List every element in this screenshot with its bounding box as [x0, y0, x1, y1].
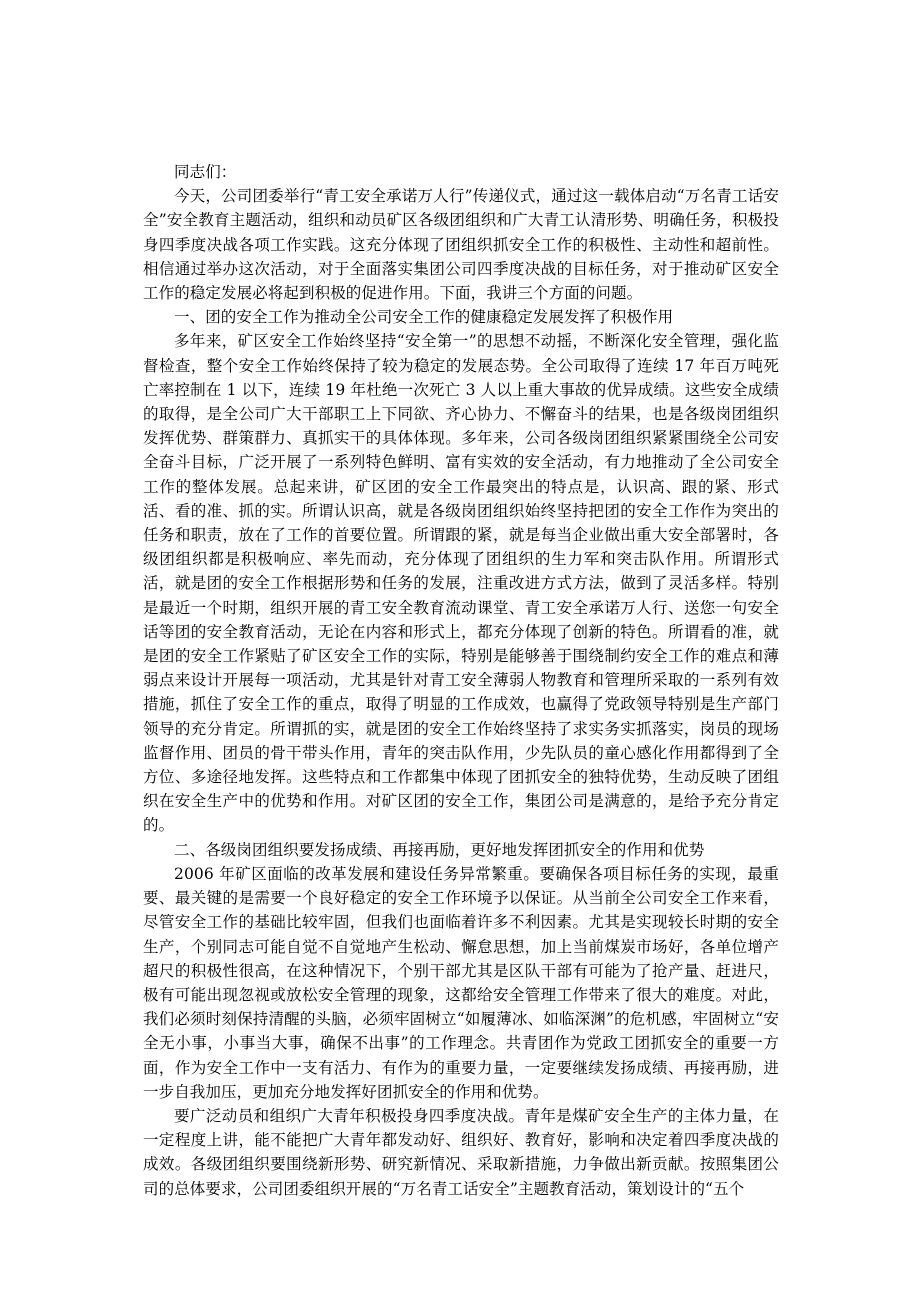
section-heading-1: 一、团的安全工作为推动全公司安全工作的健康稳定发展发挥了积极作用: [174, 308, 674, 327]
paragraph-intro: 今天，公司团委举行“青工安全承诺万人行”传递仪式，通过这一载体启动“万名青工话安全”安全教育主题活动，组织和动员矿区各级团组织和广大青工认清形势、明确任务，积极投身四季度决战各项工作实践。这充分体现了团组织抓安全工作的积极性、主动性和超前性。相信通过举办这次活动，对于全面落实集团公司四季度决战的目标任务，对于推动矿区安全工作的稳定发展必将起到积极的促进作用。下面，我讲三个方面的问题。: [143, 187, 779, 303]
document-body: [143, 160, 779, 1201]
paragraph-section-2a: 2006 年矿区面临的改革发展和建设任务异常繁重。要确保各项目标任务的实现，最重要、最关键的是需要一个良好稳定的安全工作环境予以保证。从当前全公司安全工作来看，尽管安全工作的基础比较牢固，但我们也面临着许多不利因素。尤其是实现较长时期的安全生产，个别同志可能自觉不自觉地产生松动、懈怠思想，加上当前煤炭市场好，各单位增产超尺的积极性很高，在这种情况下，个别干部尤其是区队干部有可能为了抢产量、赶进尺，极有可能出现忽视或放松安全管理的现象，这都给安全管理工作带来了很大的难度。对此，我们必须时刻保持清醒的头脑，必须牢固树立“如履薄冰、如临深渊”的危机感，牢固树立“安全无小事，小事当大事，确保不出事”的工作理念。共青团作为党政工团抓安全的重要一方面，作为安全工作中一支有活力、有作为的重要力量，一定要继续发扬成绩、再接再励，进一步自我加压，更加充分地发挥好团抓安全的作用和优势。: [143, 864, 779, 1101]
paragraph-section-2b: 要广泛动员和组织广大青年积极投身四季度决战。青年是煤矿安全生产的主体力量，在一定程度上讲，能不能把广大青年都发动好、组织好、教育好，影响和决定着四季度决战的成效。各级团组织要围绕新形势、研究新情况、采取新措施，力争做出新贡献。按照集团公司的总体要求，公司团委组织开展的“万名青工话安全”主题教育活动，策划设计的“五个: [143, 1106, 779, 1198]
section-heading-2: 二、各级岗团组织要发扬成绩、再接再励，更好地发挥团抓安全的作用和优势: [174, 840, 705, 859]
salutation: 同志们：: [174, 163, 237, 181]
paragraph-section-1: 多年来，矿区安全工作始终坚持“安全第一”的思想不动摇，不断深化安全管理，强化监督检查，整个安全工作始终保持了较为稳定的发展态势。全公司取得了连续 17 年百万吨死亡率控制在 1 以下，连续 19 年杜绝一次死亡 3 人以上重大事故的优异成绩。这些安全成绩的取得，是全公司广大干部职工上下同欲、齐心协力、不懈奋斗的结果，也是各级岗团组织发挥优势、群策群力、真抓实干的具体体现。多年来，公司各级岗团组织紧紧围绕全公司安全奋斗目标，广泛开展了一系列特色鲜明、富有实效的安全活动，有力地推动了全公司安全工作的整体发展。总起来讲，矿区团的安全工作最突出的特点是，认识高、跟的紧、形式活、看的准、抓的实。所谓认识高，就是各级岗团组织始终坚持把团的安全工作作为突出的任务和职责，放在了工作的首要位置。所谓跟的紧，就是每当企业做出重大安全部署时，各级团组织都是积极响应、率先而动，充分体现了团组织的生力军和突击队作用。所谓形式活，就是团的安全工作根据形势和任务的发展，注重改进方式方法，做到了灵活多样。特别是最近一个时期，组织开展的青工安全教育流动课堂、青工安全承诺万人行、送您一句安全话等团的安全教育活动，无论在内容和形式上，都充分体现了创新的特色。所谓看的准，就是团的安全工作紧贴了矿区安全工作的实际，特别是能够善于围绕制约安全工作的难点和薄弱点来设计开展每一项活动，尤其是针对青工安全薄弱人物教育和管理所采取的一系列有效措施，抓住了安全工作的重点，取得了明显的工作成效，也赢得了党政领导特别是生产部门领导的充分肯定。所谓抓的实，就是团的安全工作始终坚持了求实务实抓落实，岗员的现场监督作用、团员的骨干带头作用，青年的突击队作用，少先队员的童心感化作用都得到了全方位、多途径地发挥。这些特点和工作都集中体现了团抓安全的独特优势，生动反映了团组织在安全生产中的优势和作用。对矿区团的安全工作，集团公司是满意的，是给予充分肯定的。: [143, 332, 779, 835]
